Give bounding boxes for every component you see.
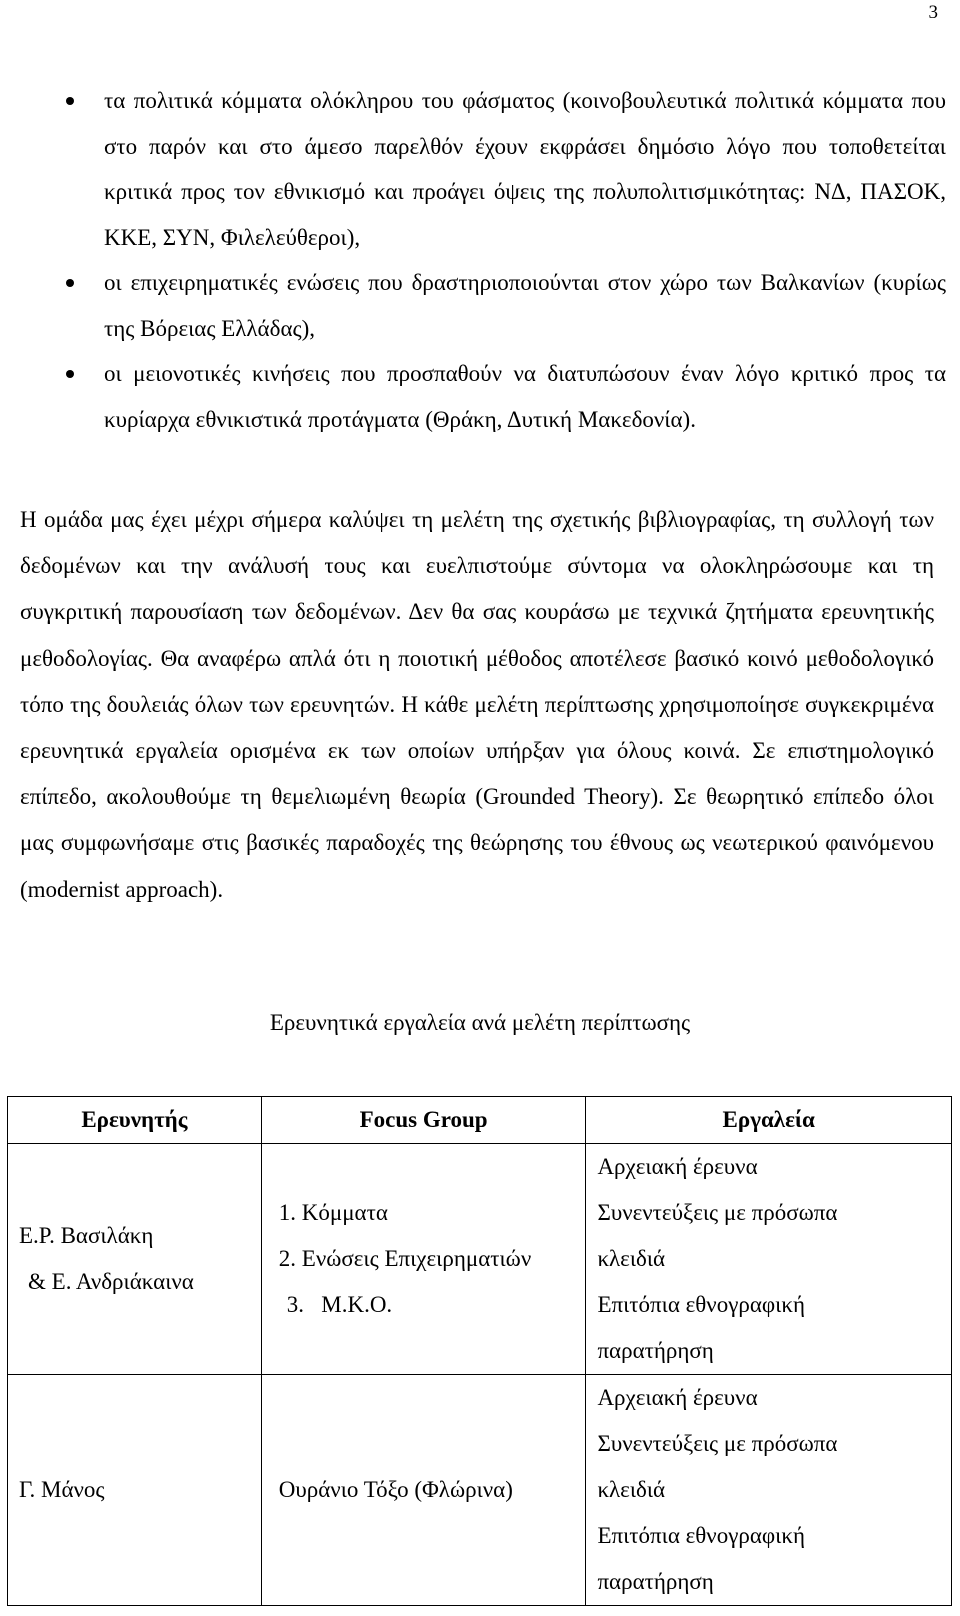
focus-group-item: 2. Ενώσεις Επιχειρηματιών [278, 1246, 532, 1271]
tool-item: Συνεντεύξεις με πρόσωπα [597, 1200, 838, 1225]
bullet-dot-icon [66, 279, 74, 287]
focus-group-item: Ουράνιο Τόξο (Φλώρινα) [278, 1477, 513, 1502]
table-row [8, 1144, 952, 1375]
table-caption: Ερευνητικά εργαλεία ανά μελέτη περίπτωσης [269, 1010, 691, 1035]
bullet-item-minority-movements [104, 351, 946, 442]
researcher-name: Γ. Μάνος [19, 1477, 105, 1502]
focus-group-item: 3. Μ.Κ.Ο. [286, 1292, 393, 1317]
research-tools-table [7, 1096, 952, 1606]
bullet-item-business-unions [104, 260, 946, 351]
bullet-list [104, 78, 946, 442]
focus-group-cell [261, 1375, 586, 1606]
tools-cell [586, 1375, 952, 1606]
tool-item: παρατήρηση [597, 1569, 714, 1594]
researcher-name: & Ε. Ανδριάκαινα [28, 1269, 194, 1294]
focus-group-cell [261, 1144, 586, 1375]
header-focus-group: Focus Group [261, 1097, 586, 1144]
researcher-name: Ε.Ρ. Βασιλάκη [19, 1223, 154, 1248]
tool-item: Συνεντεύξεις με πρόσωπα [597, 1431, 838, 1456]
table-row [8, 1375, 952, 1606]
tools-cell [586, 1144, 952, 1375]
bullet-text: τα πολιτικά κόμματα ολόκληρου του φάσματος (κοινοβουλευτικά πολιτικά κόμματα που στο παρόν και στο άμεσο παρελθόν έχουν εκφράσει δημόσιο λόγο που τοποθετείται κριτικά προς τον εθνικισμό και προάγει όψεις της πολυπολιτισμικότητας: ΝΔ, ΠΑΣΟΚ, ΚΚΕ, ΣΥΝ, Φιλελεύθεροι), [104, 88, 946, 250]
bullet-text: οι επιχειρηματικές ενώσεις που δραστηριοποιούνται στον χώρο των Βαλκανίων (κυρίως της Βόρειας Ελλάδας), [104, 270, 946, 341]
tool-item: κλειδιά [597, 1477, 666, 1502]
tool-item: κλειδιά [597, 1246, 666, 1271]
methodology-paragraph: Η ομάδα μας έχει μέχρι σήμερα καλύψει τη μελέτη της σχετικής βιβλιογραφίας, τη συλλογή των δεδομένων και την ανάλυσή τους και ευελπιστούμε σύντομα να ολοκληρώσουμε και τη συγκριτική παρουσίαση των δεδομένων. Δεν θα σας κουράσω με τεχνικά ζητήματα ερευνητικής μεθοδολογίας. Θα αναφέρω απλά ότι η ποιοτική μέθοδος αποτέλεσε βασικό κοινό μεθοδολογικό τόπο της δουλειάς όλων των ερευνητών. Η κάθε μελέτη περίπτωσης χρησιμοποίησε συγκεκριμένα ερευνητικά εργαλεία ορισμένα εκ των οποίων υπήρξαν για όλους κοινά. Σε επιστημολογικό επίπεδο, ακολουθούμε τη θεμελιωμένη θεωρία (Grounded Theory). Σε θεωρητικό επίπεδο όλοι μας συμφωνήσαμε στις βασικές παραδοχές της θεώρησης του έθνους ως νεωτερικού φαινόμενου (modernist approach). [20, 507, 934, 902]
table-header-row [8, 1097, 952, 1144]
tool-item: Αρχειακή έρευνα [597, 1154, 758, 1179]
focus-group-item: 1. Κόμματα [278, 1200, 388, 1225]
tool-item: Αρχειακή έρευνα [597, 1385, 758, 1410]
bullet-dot-icon [66, 97, 74, 105]
tool-item: Επιτόπια εθνογραφική [597, 1523, 805, 1548]
header-researcher: Ερευνητής [8, 1097, 262, 1144]
tool-item: παρατήρηση [597, 1338, 714, 1363]
bullet-text: οι μειονοτικές κινήσεις που προσπαθούν να διατυπώσουν έναν λόγο κριτικό προς τα κυρίαρχα εθνικιστικά προτάγματα (Θράκη, Δυτική Μακεδονία). [104, 361, 946, 432]
bullet-item-parties [104, 78, 946, 260]
tool-item: Επιτόπια εθνογραφική [597, 1292, 805, 1317]
researcher-cell [8, 1375, 262, 1606]
page-number: 3 [928, 2, 938, 23]
header-tools: Εργαλεία [586, 1097, 952, 1144]
bullet-dot-icon [66, 370, 74, 378]
researcher-cell [8, 1144, 262, 1375]
